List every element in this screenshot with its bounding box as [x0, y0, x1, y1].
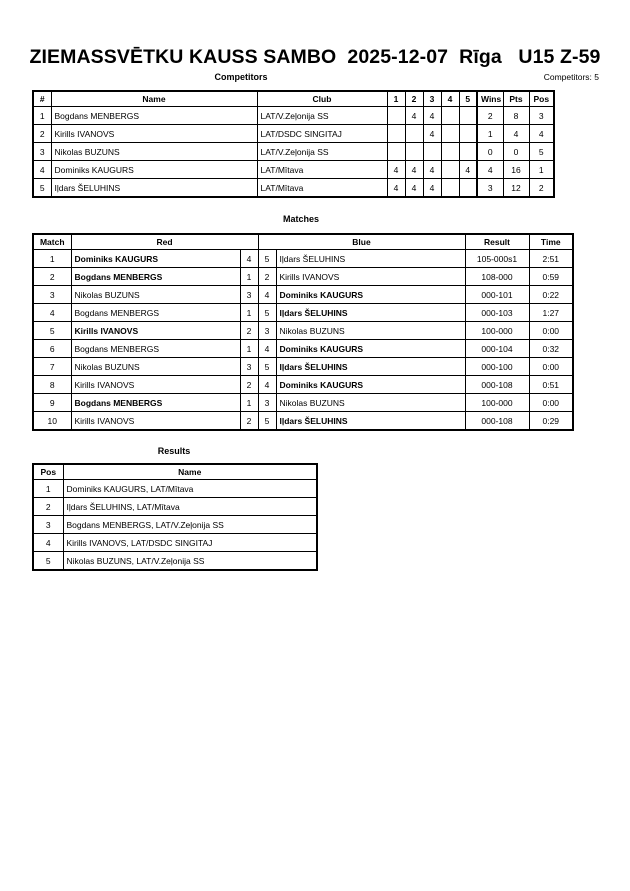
- competitor-name: Bogdans MENBERGS: [51, 107, 257, 125]
- match-row: [33, 304, 573, 322]
- col-blue-header: Blue: [258, 234, 465, 250]
- score-vs-3: [423, 143, 441, 161]
- match-number: 9: [33, 394, 71, 412]
- competitor-number: 1: [33, 107, 51, 125]
- score-vs-2: 4: [405, 107, 423, 125]
- score-vs-3: 4: [423, 161, 441, 179]
- col-result-pos-header: Pos: [33, 464, 63, 480]
- match-result: 000-100: [465, 358, 529, 376]
- blue-competitor: Iļdars ŠELUHINS: [276, 304, 465, 322]
- blue-competitor-number: 3: [258, 322, 276, 340]
- col-club-header: Club: [257, 91, 387, 107]
- blue-competitor: Iļdars ŠELUHINS: [276, 250, 465, 268]
- blue-competitor: Iļdars ŠELUHINS: [276, 412, 465, 431]
- col-score1-header: 1: [387, 91, 405, 107]
- competitor-number: 2: [33, 125, 51, 143]
- competitor-position: 5: [529, 143, 554, 161]
- event-category: U15 Z-59: [518, 46, 601, 68]
- match-row: [33, 268, 573, 286]
- results-header-row: [33, 464, 317, 480]
- match-time: 0:22: [529, 286, 573, 304]
- competitor-wins: 0: [477, 143, 503, 161]
- red-competitor: Bogdans MENBERGS: [71, 394, 240, 412]
- competitor-position: 4: [529, 125, 554, 143]
- result-name: Bogdans MENBERGS, LAT/V.Zeļonija SS: [63, 516, 317, 534]
- match-result: 000-104: [465, 340, 529, 358]
- match-time: 0:00: [529, 322, 573, 340]
- competitor-row: [33, 143, 554, 161]
- red-competitor: Nikolas BUZUNS: [71, 286, 240, 304]
- match-time: 0:00: [529, 358, 573, 376]
- competitor-points: 8: [503, 107, 529, 125]
- blue-competitor-number: 5: [258, 304, 276, 322]
- col-wins-header: Wins: [477, 91, 503, 107]
- score-vs-5: [459, 125, 477, 143]
- score-vs-2: [405, 125, 423, 143]
- col-time-header: Time: [529, 234, 573, 250]
- red-competitor-number: 1: [240, 394, 258, 412]
- competitors-count: Competitors: 5: [543, 72, 599, 82]
- red-competitor-number: 2: [240, 376, 258, 394]
- match-time: 0:51: [529, 376, 573, 394]
- red-competitor-number: 1: [240, 340, 258, 358]
- red-competitor: Bogdans MENBERGS: [71, 304, 240, 322]
- result-position: 3: [33, 516, 63, 534]
- blue-competitor: Dominiks KAUGURS: [276, 376, 465, 394]
- col-pts-header: Pts: [503, 91, 529, 107]
- result-row: [33, 534, 317, 552]
- result-position: 5: [33, 552, 63, 571]
- col-result-header: Result: [465, 234, 529, 250]
- red-competitor: Bogdans MENBERGS: [71, 268, 240, 286]
- col-match-header: Match: [33, 234, 71, 250]
- match-number: 3: [33, 286, 71, 304]
- col-name-header: Name: [51, 91, 257, 107]
- competitors-table: [32, 90, 555, 198]
- match-number: 7: [33, 358, 71, 376]
- competitor-row: [33, 179, 554, 198]
- blue-competitor-number: 2: [258, 268, 276, 286]
- result-row: [33, 516, 317, 534]
- score-vs-2: [405, 143, 423, 161]
- competitor-points: 16: [503, 161, 529, 179]
- competitor-wins: 2: [477, 107, 503, 125]
- blue-competitor-number: 4: [258, 286, 276, 304]
- competitor-row: [33, 107, 554, 125]
- competitor-wins: 4: [477, 161, 503, 179]
- competitor-club: LAT/V.Zeļonija SS: [257, 107, 387, 125]
- competitors-section-title: Competitors: [214, 72, 268, 82]
- blue-competitor: Dominiks KAUGURS: [276, 286, 465, 304]
- competitor-name: Kirills IVANOVS: [51, 125, 257, 143]
- competitor-points: 0: [503, 143, 529, 161]
- red-competitor: Dominiks KAUGURS: [71, 250, 240, 268]
- competitors-header-row: [33, 91, 554, 107]
- blue-competitor: Iļdars ŠELUHINS: [276, 358, 465, 376]
- col-result-name-header: Name: [63, 464, 317, 480]
- blue-competitor: Nikolas BUZUNS: [276, 322, 465, 340]
- score-vs-3: 4: [423, 179, 441, 198]
- match-row: [33, 376, 573, 394]
- match-time: 0:29: [529, 412, 573, 431]
- match-number: 6: [33, 340, 71, 358]
- result-name: Iļdars ŠELUHINS, LAT/Mītava: [63, 498, 317, 516]
- score-vs-1: [387, 143, 405, 161]
- match-row: [33, 412, 573, 431]
- match-row: [33, 340, 573, 358]
- match-time: 1:27: [529, 304, 573, 322]
- match-row: [33, 394, 573, 412]
- match-time: 0:00: [529, 394, 573, 412]
- competitor-name: Iļdars ŠELUHINS: [51, 179, 257, 198]
- blue-competitor-number: 5: [258, 358, 276, 376]
- result-row: [33, 552, 317, 571]
- col-red-header: Red: [71, 234, 258, 250]
- blue-competitor-number: 3: [258, 394, 276, 412]
- red-competitor-number: 2: [240, 322, 258, 340]
- red-competitor-number: 2: [240, 412, 258, 431]
- results-table: [32, 463, 318, 571]
- match-result: 000-103: [465, 304, 529, 322]
- score-vs-4: [441, 125, 459, 143]
- score-vs-2: 4: [405, 179, 423, 198]
- col-score5-header: 5: [459, 91, 477, 107]
- red-competitor: Kirills IVANOVS: [71, 322, 240, 340]
- score-vs-1: 4: [387, 179, 405, 198]
- match-number: 2: [33, 268, 71, 286]
- score-vs-5: [459, 179, 477, 198]
- result-name: Kirills IVANOVS, LAT/DSDC SINGITAJ: [63, 534, 317, 552]
- match-time: 0:59: [529, 268, 573, 286]
- score-vs-5: [459, 143, 477, 161]
- competitor-club: LAT/V.Zeļonija SS: [257, 143, 387, 161]
- competitor-number: 4: [33, 161, 51, 179]
- competitor-name: Nikolas BUZUNS: [51, 143, 257, 161]
- competitor-number: 3: [33, 143, 51, 161]
- blue-competitor-number: 4: [258, 340, 276, 358]
- score-vs-1: 4: [387, 161, 405, 179]
- blue-competitor: Nikolas BUZUNS: [276, 394, 465, 412]
- matches-table: [32, 233, 574, 431]
- blue-competitor: Kirills IVANOVS: [276, 268, 465, 286]
- score-vs-5: 4: [459, 161, 477, 179]
- competitor-wins: 3: [477, 179, 503, 198]
- match-row: [33, 358, 573, 376]
- col-score3-header: 3: [423, 91, 441, 107]
- score-vs-4: [441, 143, 459, 161]
- match-number: 4: [33, 304, 71, 322]
- matches-header-row: [33, 234, 573, 250]
- score-vs-3: 4: [423, 125, 441, 143]
- red-competitor-number: 1: [240, 304, 258, 322]
- score-vs-1: [387, 107, 405, 125]
- result-position: 2: [33, 498, 63, 516]
- match-result: 100-000: [465, 322, 529, 340]
- blue-competitor-number: 4: [258, 376, 276, 394]
- competitor-points: 12: [503, 179, 529, 198]
- blue-competitor: Dominiks KAUGURS: [276, 340, 465, 358]
- red-competitor-number: 3: [240, 286, 258, 304]
- score-vs-5: [459, 107, 477, 125]
- score-vs-3: 4: [423, 107, 441, 125]
- result-position: 4: [33, 534, 63, 552]
- match-result: 105-000s1: [465, 250, 529, 268]
- result-position: 1: [33, 480, 63, 498]
- results-section-title: Results: [157, 446, 191, 456]
- col-pos-header: Pos: [529, 91, 554, 107]
- match-row: [33, 250, 573, 268]
- red-competitor: Kirills IVANOVS: [71, 412, 240, 431]
- matches-section-title: Matches: [282, 214, 319, 224]
- score-vs-4: [441, 107, 459, 125]
- score-vs-2: 4: [405, 161, 423, 179]
- match-result: 000-108: [465, 376, 529, 394]
- score-vs-4: [441, 161, 459, 179]
- competitor-position: 2: [529, 179, 554, 198]
- match-number: 1: [33, 250, 71, 268]
- result-name: Dominiks KAUGURS, LAT/Mītava: [63, 480, 317, 498]
- match-row: [33, 322, 573, 340]
- competitor-position: 1: [529, 161, 554, 179]
- red-competitor-number: 1: [240, 268, 258, 286]
- competitor-position: 3: [529, 107, 554, 125]
- match-result: 108-000: [465, 268, 529, 286]
- score-vs-1: [387, 125, 405, 143]
- event-name: ZIEMASSVĒTKU KAUSS SAMBO: [29, 46, 337, 68]
- match-result: 000-108: [465, 412, 529, 431]
- red-competitor: Kirills IVANOVS: [71, 376, 240, 394]
- competitor-row: [33, 161, 554, 179]
- red-competitor: Bogdans MENBERGS: [71, 340, 240, 358]
- competitor-club: LAT/Mītava: [257, 161, 387, 179]
- event-date: 2025-12-07: [347, 46, 449, 68]
- col-score2-header: 2: [405, 91, 423, 107]
- score-vs-4: [441, 179, 459, 198]
- result-row: [33, 498, 317, 516]
- match-result: 000-101: [465, 286, 529, 304]
- result-row: [33, 480, 317, 498]
- blue-competitor-number: 5: [258, 412, 276, 431]
- competitor-row: [33, 125, 554, 143]
- red-competitor: Nikolas BUZUNS: [71, 358, 240, 376]
- col-num-header: #: [33, 91, 51, 107]
- competitor-number: 5: [33, 179, 51, 198]
- red-competitor-number: 4: [240, 250, 258, 268]
- match-number: 5: [33, 322, 71, 340]
- competitor-wins: 1: [477, 125, 503, 143]
- event-city: Rīga: [459, 46, 502, 68]
- match-number: 10: [33, 412, 71, 431]
- competitor-points: 4: [503, 125, 529, 143]
- blue-competitor-number: 5: [258, 250, 276, 268]
- competitor-name: Dominiks KAUGURS: [51, 161, 257, 179]
- page-title: [0, 46, 630, 69]
- competitor-club: LAT/DSDC SINGITAJ: [257, 125, 387, 143]
- match-row: [33, 286, 573, 304]
- col-score4-header: 4: [441, 91, 459, 107]
- competitor-club: LAT/Mītava: [257, 179, 387, 198]
- match-time: 2:51: [529, 250, 573, 268]
- red-competitor-number: 3: [240, 358, 258, 376]
- match-time: 0:32: [529, 340, 573, 358]
- match-number: 8: [33, 376, 71, 394]
- match-result: 100-000: [465, 394, 529, 412]
- result-name: Nikolas BUZUNS, LAT/V.Zeļonija SS: [63, 552, 317, 571]
